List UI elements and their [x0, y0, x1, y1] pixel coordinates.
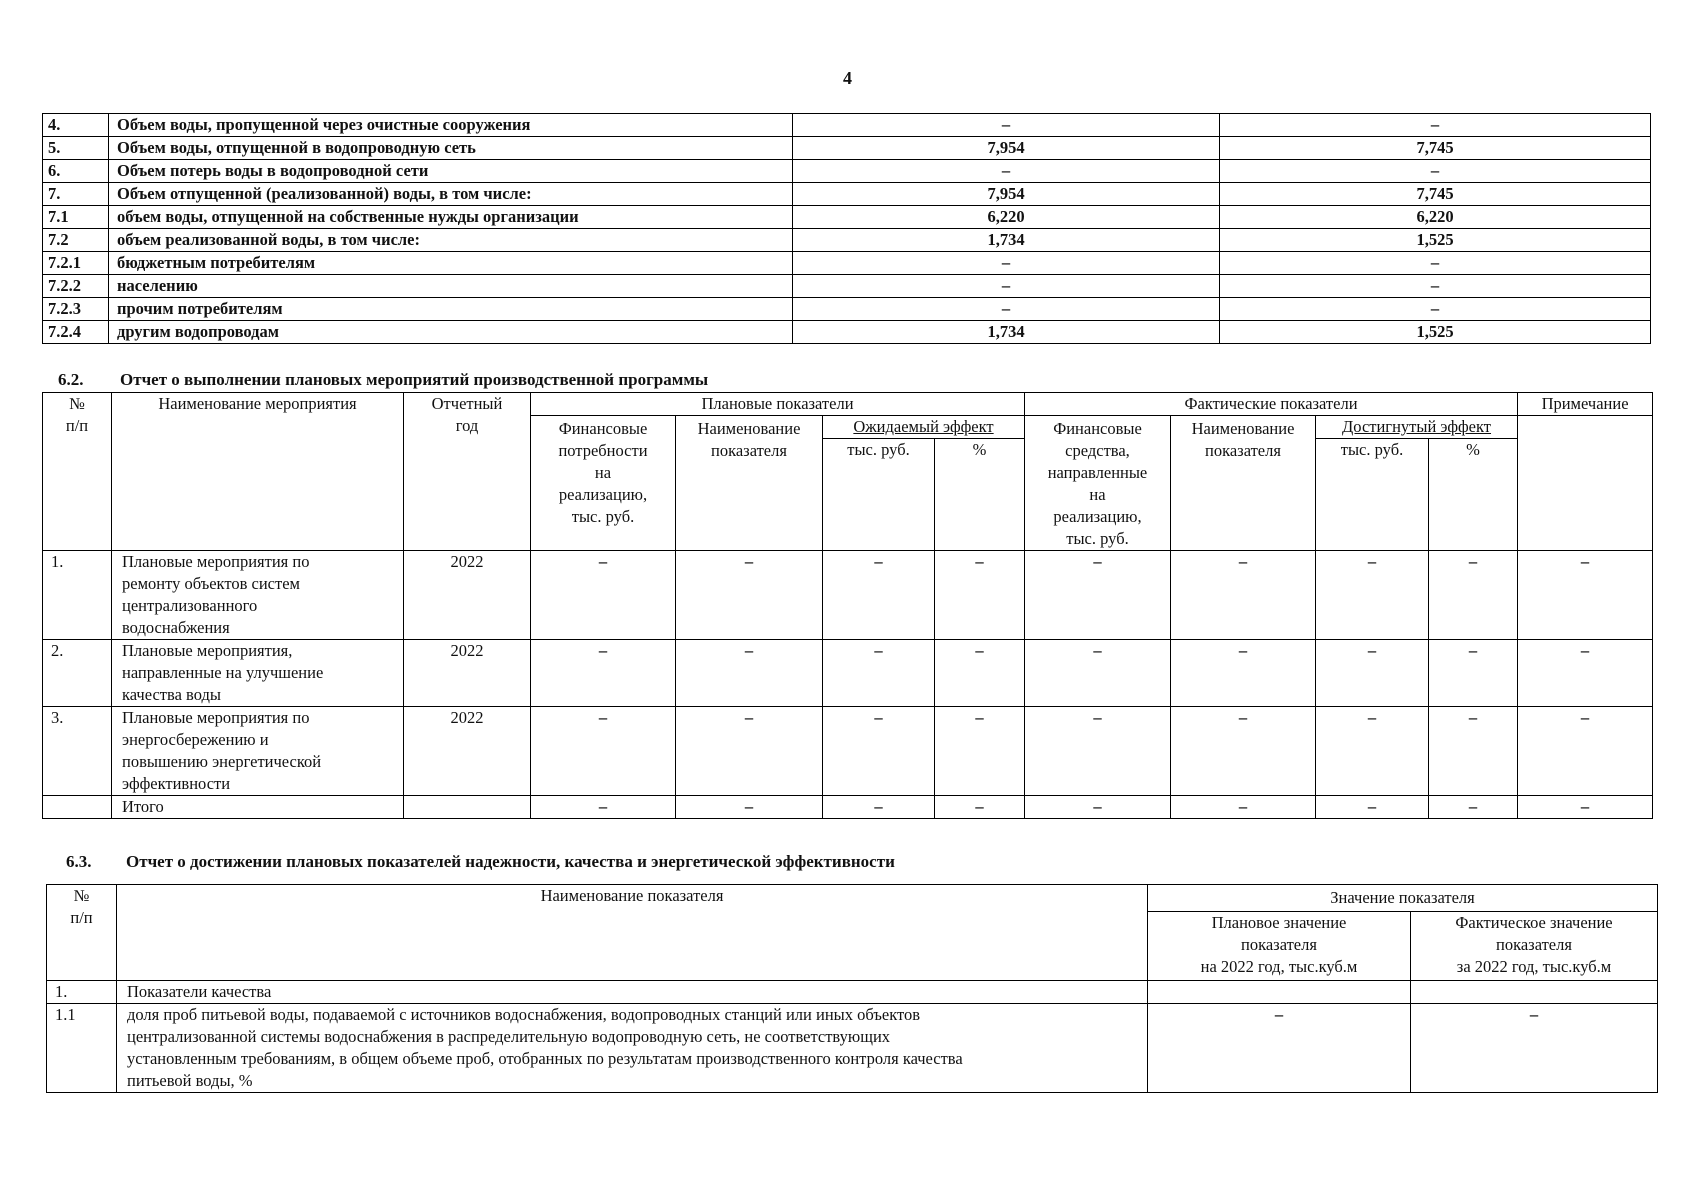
row-number: 1.1	[47, 1004, 117, 1093]
row-number: 3.	[43, 707, 112, 796]
total-value: –	[1025, 796, 1171, 819]
table-row	[43, 321, 1651, 344]
report-year: 2022	[404, 640, 531, 707]
col-header-note: Примечание	[1518, 393, 1653, 416]
value-cell: –	[1316, 551, 1429, 640]
report-year: 2022	[404, 707, 531, 796]
value-cell: –	[1429, 640, 1518, 707]
fact-value: –	[1220, 298, 1651, 321]
row-label: населению	[109, 275, 793, 298]
table-row	[47, 1004, 1658, 1093]
col-header-plan: Плановое значение показателя на 2022 год, тыс.куб.м	[1148, 912, 1411, 981]
section-title: Отчет о выполнении плановых мероприятий производственной программы	[120, 370, 709, 389]
total-label: Итого	[112, 796, 404, 819]
header-row	[47, 885, 1658, 912]
value-cell: –	[1025, 640, 1171, 707]
value-cell: –	[823, 640, 935, 707]
value-cell: –	[1518, 551, 1653, 640]
col-header-num: № п/п	[43, 393, 112, 551]
row-label: прочим потребителям	[109, 298, 793, 321]
table-row	[43, 137, 1651, 160]
plan-value: 7,954	[793, 183, 1220, 206]
total-value: –	[935, 796, 1025, 819]
section-62-heading	[58, 370, 708, 390]
plan-value: –	[793, 252, 1220, 275]
value-cell: –	[1429, 707, 1518, 796]
total-row	[43, 796, 1653, 819]
plan-value: 1,734	[793, 229, 1220, 252]
plan-value: –	[793, 275, 1220, 298]
value-cell: –	[531, 551, 676, 640]
row-label: другим водопроводам	[109, 321, 793, 344]
value-cell: –	[1171, 551, 1316, 640]
total-value: –	[531, 796, 676, 819]
table-row	[43, 252, 1651, 275]
fact-value: 1,525	[1220, 321, 1651, 344]
plan-value: –	[793, 160, 1220, 183]
row-number: 5.	[43, 137, 109, 160]
plan-value: –	[793, 114, 1220, 137]
fact-value: –	[1411, 1004, 1658, 1093]
col-header-act-rub: тыс. руб.	[1316, 439, 1429, 551]
row-number: 7.2.3	[43, 298, 109, 321]
col-header-actual-financing: Финансовые средства, направленные на реализацию, тыс. руб.	[1025, 416, 1171, 551]
header-row	[43, 393, 1653, 416]
total-value: –	[1518, 796, 1653, 819]
section-number: 6.2.	[58, 370, 84, 389]
report-year: 2022	[404, 551, 531, 640]
plan-value: –	[1148, 1004, 1411, 1093]
col-header-name: Наименование мероприятия	[112, 393, 404, 551]
total-year-empty	[404, 796, 531, 819]
section-number: 6.3.	[66, 852, 92, 871]
col-header-plan-pct: %	[935, 439, 1025, 551]
row-number: 7.	[43, 183, 109, 206]
total-value: –	[823, 796, 935, 819]
value-cell: –	[1316, 640, 1429, 707]
row-number: 7.2	[43, 229, 109, 252]
row-number: 7.2.1	[43, 252, 109, 275]
col-header-plan-indicator: Наименование показателя	[676, 416, 823, 551]
value-cell: –	[935, 707, 1025, 796]
fact-value	[1411, 981, 1658, 1004]
fact-value: 1,525	[1220, 229, 1651, 252]
value-cell: –	[1171, 707, 1316, 796]
fact-value: 7,745	[1220, 137, 1651, 160]
col-header-plan-financing: Финансовые потребности на реализацию, тыс. руб.	[531, 416, 676, 551]
planned-measures-table	[42, 392, 1653, 819]
col-header-actual-indicator: Наименование показателя	[1171, 416, 1316, 551]
row-number: 6.	[43, 160, 109, 183]
col-header-expected-effect: Ожидаемый эффект	[823, 416, 1025, 439]
row-number: 2.	[43, 640, 112, 707]
row-label: Объем воды, пропущенной через очистные сооружения	[109, 114, 793, 137]
row-label: Объем потерь воды в водопроводной сети	[109, 160, 793, 183]
table-row	[43, 551, 1653, 640]
col-header-act-pct: %	[1429, 439, 1518, 551]
plan-value: 1,734	[793, 321, 1220, 344]
measure-name: Плановые мероприятия по энергосбережению и повышению энергетической эффективности	[112, 707, 404, 796]
total-value: –	[1171, 796, 1316, 819]
water-balance-table	[42, 113, 1651, 344]
plan-value: 7,954	[793, 137, 1220, 160]
section-title: Отчет о достижении плановых показателей надежности, качества и энергетической эффективности	[126, 852, 895, 871]
row-label: бюджетным потребителям	[109, 252, 793, 275]
table-row	[43, 183, 1651, 206]
value-cell: –	[531, 640, 676, 707]
fact-value: –	[1220, 160, 1651, 183]
value-cell: –	[1025, 551, 1171, 640]
table-row	[43, 160, 1651, 183]
plan-value	[1148, 981, 1411, 1004]
fact-value: –	[1220, 252, 1651, 275]
value-cell: –	[1429, 551, 1518, 640]
fact-value: –	[1220, 114, 1651, 137]
measure-name: Плановые мероприятия по ремонту объектов систем централизованного водоснабжения	[112, 551, 404, 640]
total-value: –	[1316, 796, 1429, 819]
col-header-num: № п/п	[47, 885, 117, 981]
fact-value: –	[1220, 275, 1651, 298]
value-cell: –	[1025, 707, 1171, 796]
value-cell: –	[676, 551, 823, 640]
value-cell: –	[935, 640, 1025, 707]
fact-value: 7,745	[1220, 183, 1651, 206]
total-num-empty	[43, 796, 112, 819]
value-cell: –	[1316, 707, 1429, 796]
value-cell: –	[676, 707, 823, 796]
row-label: объем реализованной воды, в том числе:	[109, 229, 793, 252]
measure-name: Плановые мероприятия, направленные на улучшение качества воды	[112, 640, 404, 707]
row-label: объем воды, отпущенной на собственные нужды организации	[109, 206, 793, 229]
row-label: Объем отпущенной (реализованной) воды, в том числе:	[109, 183, 793, 206]
fact-value: 6,220	[1220, 206, 1651, 229]
page-number: 4	[843, 68, 852, 88]
table-row	[43, 229, 1651, 252]
plan-value: –	[793, 298, 1220, 321]
row-number: 4.	[43, 114, 109, 137]
row-number: 1.	[43, 551, 112, 640]
value-cell: –	[823, 551, 935, 640]
col-header-name: Наименование показателя	[117, 885, 1148, 981]
total-value: –	[1429, 796, 1518, 819]
value-cell: –	[531, 707, 676, 796]
table-row	[43, 640, 1653, 707]
row-number: 7.2.2	[43, 275, 109, 298]
table-row	[43, 298, 1651, 321]
col-header-plan-rub: тыс. руб.	[823, 439, 935, 551]
col-header-year: Отчетный год	[404, 393, 531, 551]
table-row	[47, 981, 1658, 1004]
value-cell: –	[1171, 640, 1316, 707]
total-value: –	[676, 796, 823, 819]
value-cell: –	[935, 551, 1025, 640]
row-number: 1.	[47, 981, 117, 1004]
col-header-fact: Фактическое значение показателя за 2022 год, тыс.куб.м	[1411, 912, 1658, 981]
indicators-table	[46, 884, 1658, 1093]
value-cell: –	[1518, 640, 1653, 707]
section-63-heading	[66, 852, 895, 872]
col-header-achieved-effect: Достигнутый эффект	[1316, 416, 1518, 439]
col-header-planned: Плановые показатели	[531, 393, 1025, 416]
table-row	[43, 206, 1651, 229]
row-number: 7.2.4	[43, 321, 109, 344]
col-header-value: Значение показателя	[1148, 885, 1658, 912]
table-row	[43, 275, 1651, 298]
plan-value: 6,220	[793, 206, 1220, 229]
row-label: Объем воды, отпущенной в водопроводную сеть	[109, 137, 793, 160]
col-header-note-empty	[1518, 416, 1653, 551]
table-row	[43, 707, 1653, 796]
indicator-name: доля проб питьевой воды, подаваемой с источников водоснабжения, водопроводных станций или иных объектов централизованной системы водоснабжения в распределительную водопроводную сеть, не соответствующих установленным требованиям, в общем объеме проб, отобранных по результатам производственного контроля качества питьевой воды, %	[117, 1004, 1148, 1093]
indicator-name: Показатели качества	[117, 981, 1148, 1004]
row-number: 7.1	[43, 206, 109, 229]
value-cell: –	[1518, 707, 1653, 796]
table-row	[43, 114, 1651, 137]
col-header-actual: Фактические показатели	[1025, 393, 1518, 416]
value-cell: –	[676, 640, 823, 707]
value-cell: –	[823, 707, 935, 796]
